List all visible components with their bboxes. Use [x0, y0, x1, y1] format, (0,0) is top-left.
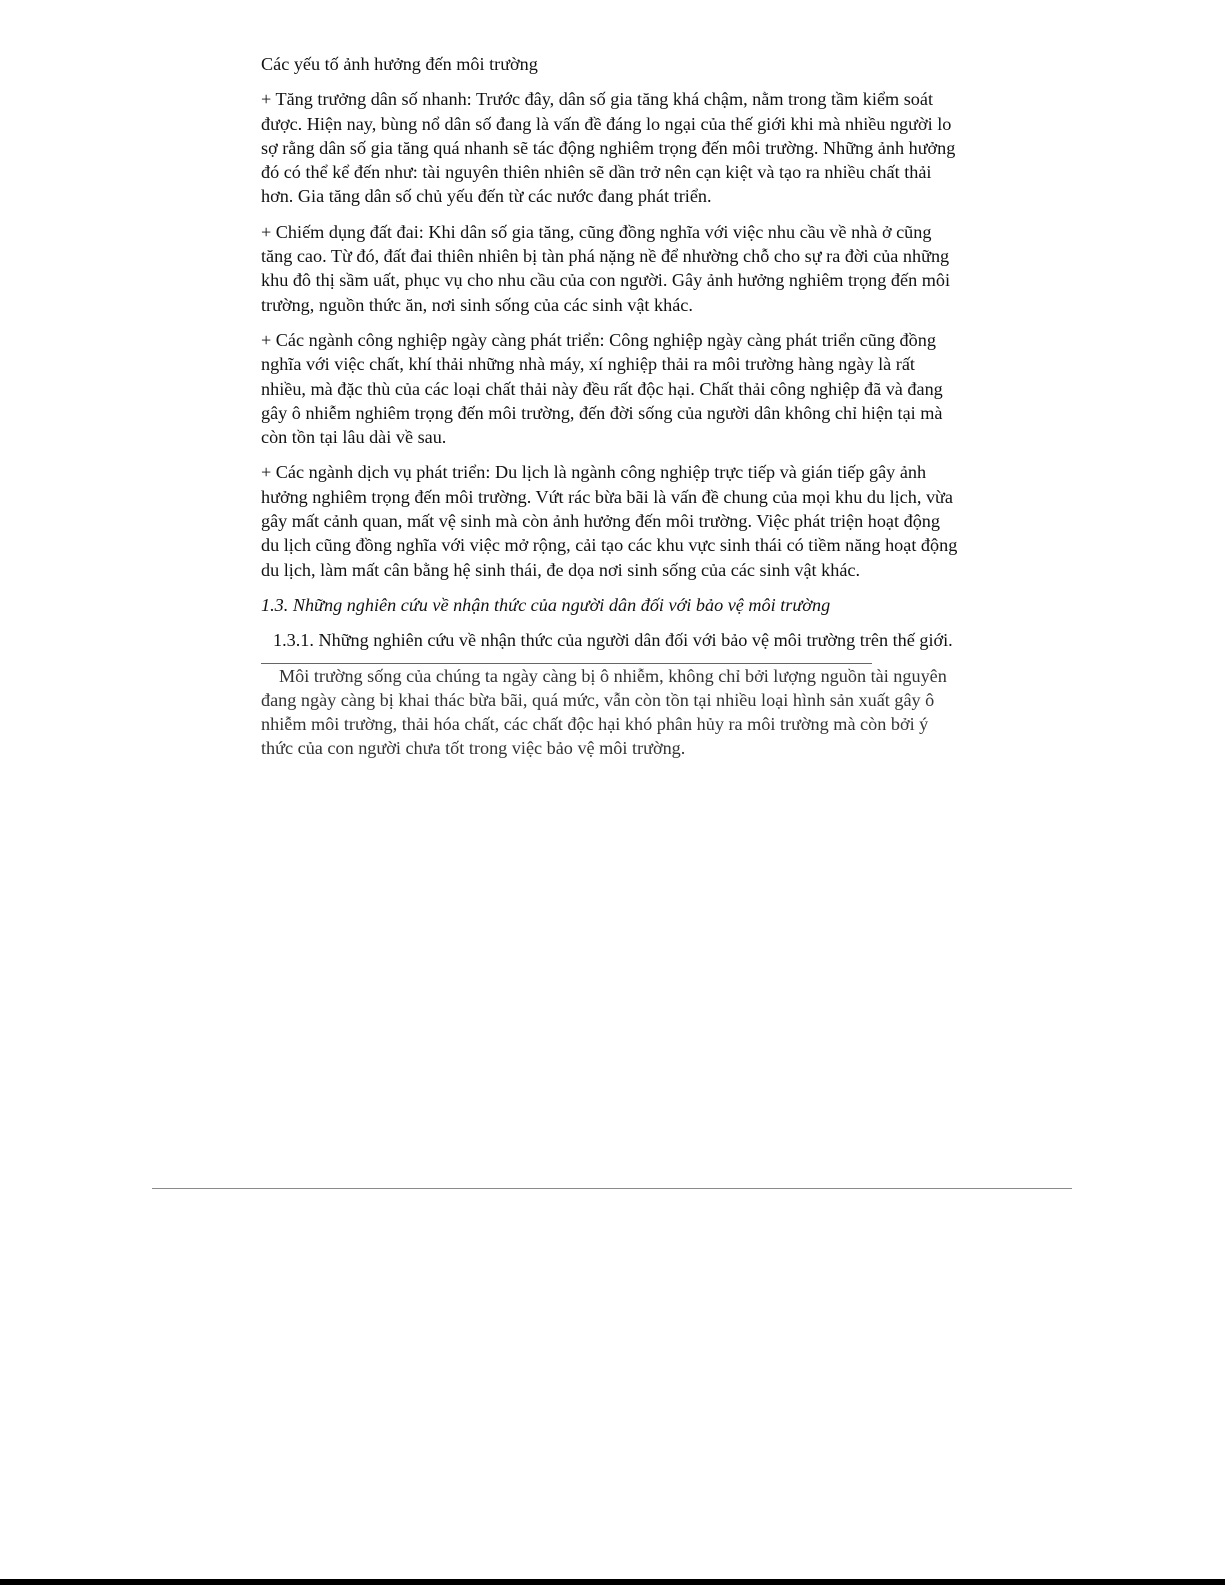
document-body	[261, 52, 961, 772]
paragraph-land-occupation: + Chiếm dụng đất đai: Khi dân số gia tăng, cũng đồng nghĩa với việc nhu cầu về nhà ở cũng tăng cao. Từ đó, đất đai thiên nhiên bị tàn phá nặng nề để nhường chỗ cho sự ra đời của những khu đô thị sầm uất, phục vụ cho nhu cầu của con người. Gây ảnh hưởng nghiêm trọng đến môi trường, nguồn thức ăn, nơi sinh sống của các sinh vật khác.	[261, 221, 951, 315]
page-bottom-edge	[0, 1579, 1225, 1585]
closing-paragraph: Môi trường sống của chúng ta ngày càng bị ô nhiễm, không chỉ bởi lượng nguồn tài nguyên đang ngày càng bị khai thác bừa bãi, quá mức, vẫn còn tồn tại nhiều loại hình sản xuất gây ô nhiễm môi trường, thải hóa chất, các chất độc hại khó phân hủy ra môi trường mà còn bởi ý thức của con người chưa tốt trong việc bảo vệ môi trường.	[261, 665, 947, 759]
paragraph-services: + Các ngành dịch vụ phát triển: Du lịch là ngành công nghiệp trực tiếp và gián tiếp gây ảnh hưởng nghiêm trọng đến môi trường. Vứt rác bừa bãi là vấn đề chung của mọi khu du lịch, vừa gây mất cảnh quan, mất vệ sinh mà còn ảnh hưởng đến môi trường. Việc phát triện hoạt động du lịch cũng đồng nghĩa với việc mở rộng, cải tạo các khu vực sinh thái có tiềm năng hoạt động du lịch, làm mất cân bằng hệ sinh thái, đe dọa nơi sinh sống của các sinh vật khác.	[261, 462, 958, 580]
section-heading: 1.3. Những nghiên cứu về nhận thức của người dân đối với bảo vệ môi trường	[261, 594, 831, 615]
paragraph-industry: + Các ngành công nghiệp ngày càng phát triển: Công nghiệp ngày càng phát triển cũng đồng nghĩa với việc chất, khí thải những nhà máy, xí nghiệp thải ra môi trường hàng ngày là rất nhiều, mà đặc thù của các loại chất thải này đều rất độc hại. Chất thải công nghiệp đã và đang gây ô nhiễm nghiêm trọng đến môi trường, đến đời sống của người dân không chỉ hiện tại mà còn tồn tại lâu dài về sau.	[261, 329, 943, 448]
subsection-heading: 1.3.1. Những nghiên cứu về nhận thức của người dân đối với bảo vệ môi trường trên thế giới.	[273, 630, 953, 651]
footer-divider	[152, 1188, 1072, 1189]
strikethrough-line	[261, 663, 872, 664]
document-title: Các yếu tố ảnh hưởng đến môi trường	[261, 54, 538, 74]
paragraph-population-growth: + Tăng trưởng dân số nhanh: Trước đây, dân số gia tăng khá chậm, nằm trong tầm kiểm soát được. Hiện nay, bùng nổ dân số đang là vấn đề đáng lo ngại của thế giới khi mà nhiều người lo sợ rằng dân số gia tăng quá nhanh sẽ tác động nghiêm trọng đến môi trường. Những ảnh hưởng đó có thể kể đến như: tài nguyên thiên nhiên sẽ dần trở nên cạn kiệt và tạo ra nhiều chất thải hơn. Gia tăng dân số chủ yếu đến từ các nước đang phát triển.	[261, 89, 956, 207]
subsection-heading-block	[261, 628, 961, 652]
